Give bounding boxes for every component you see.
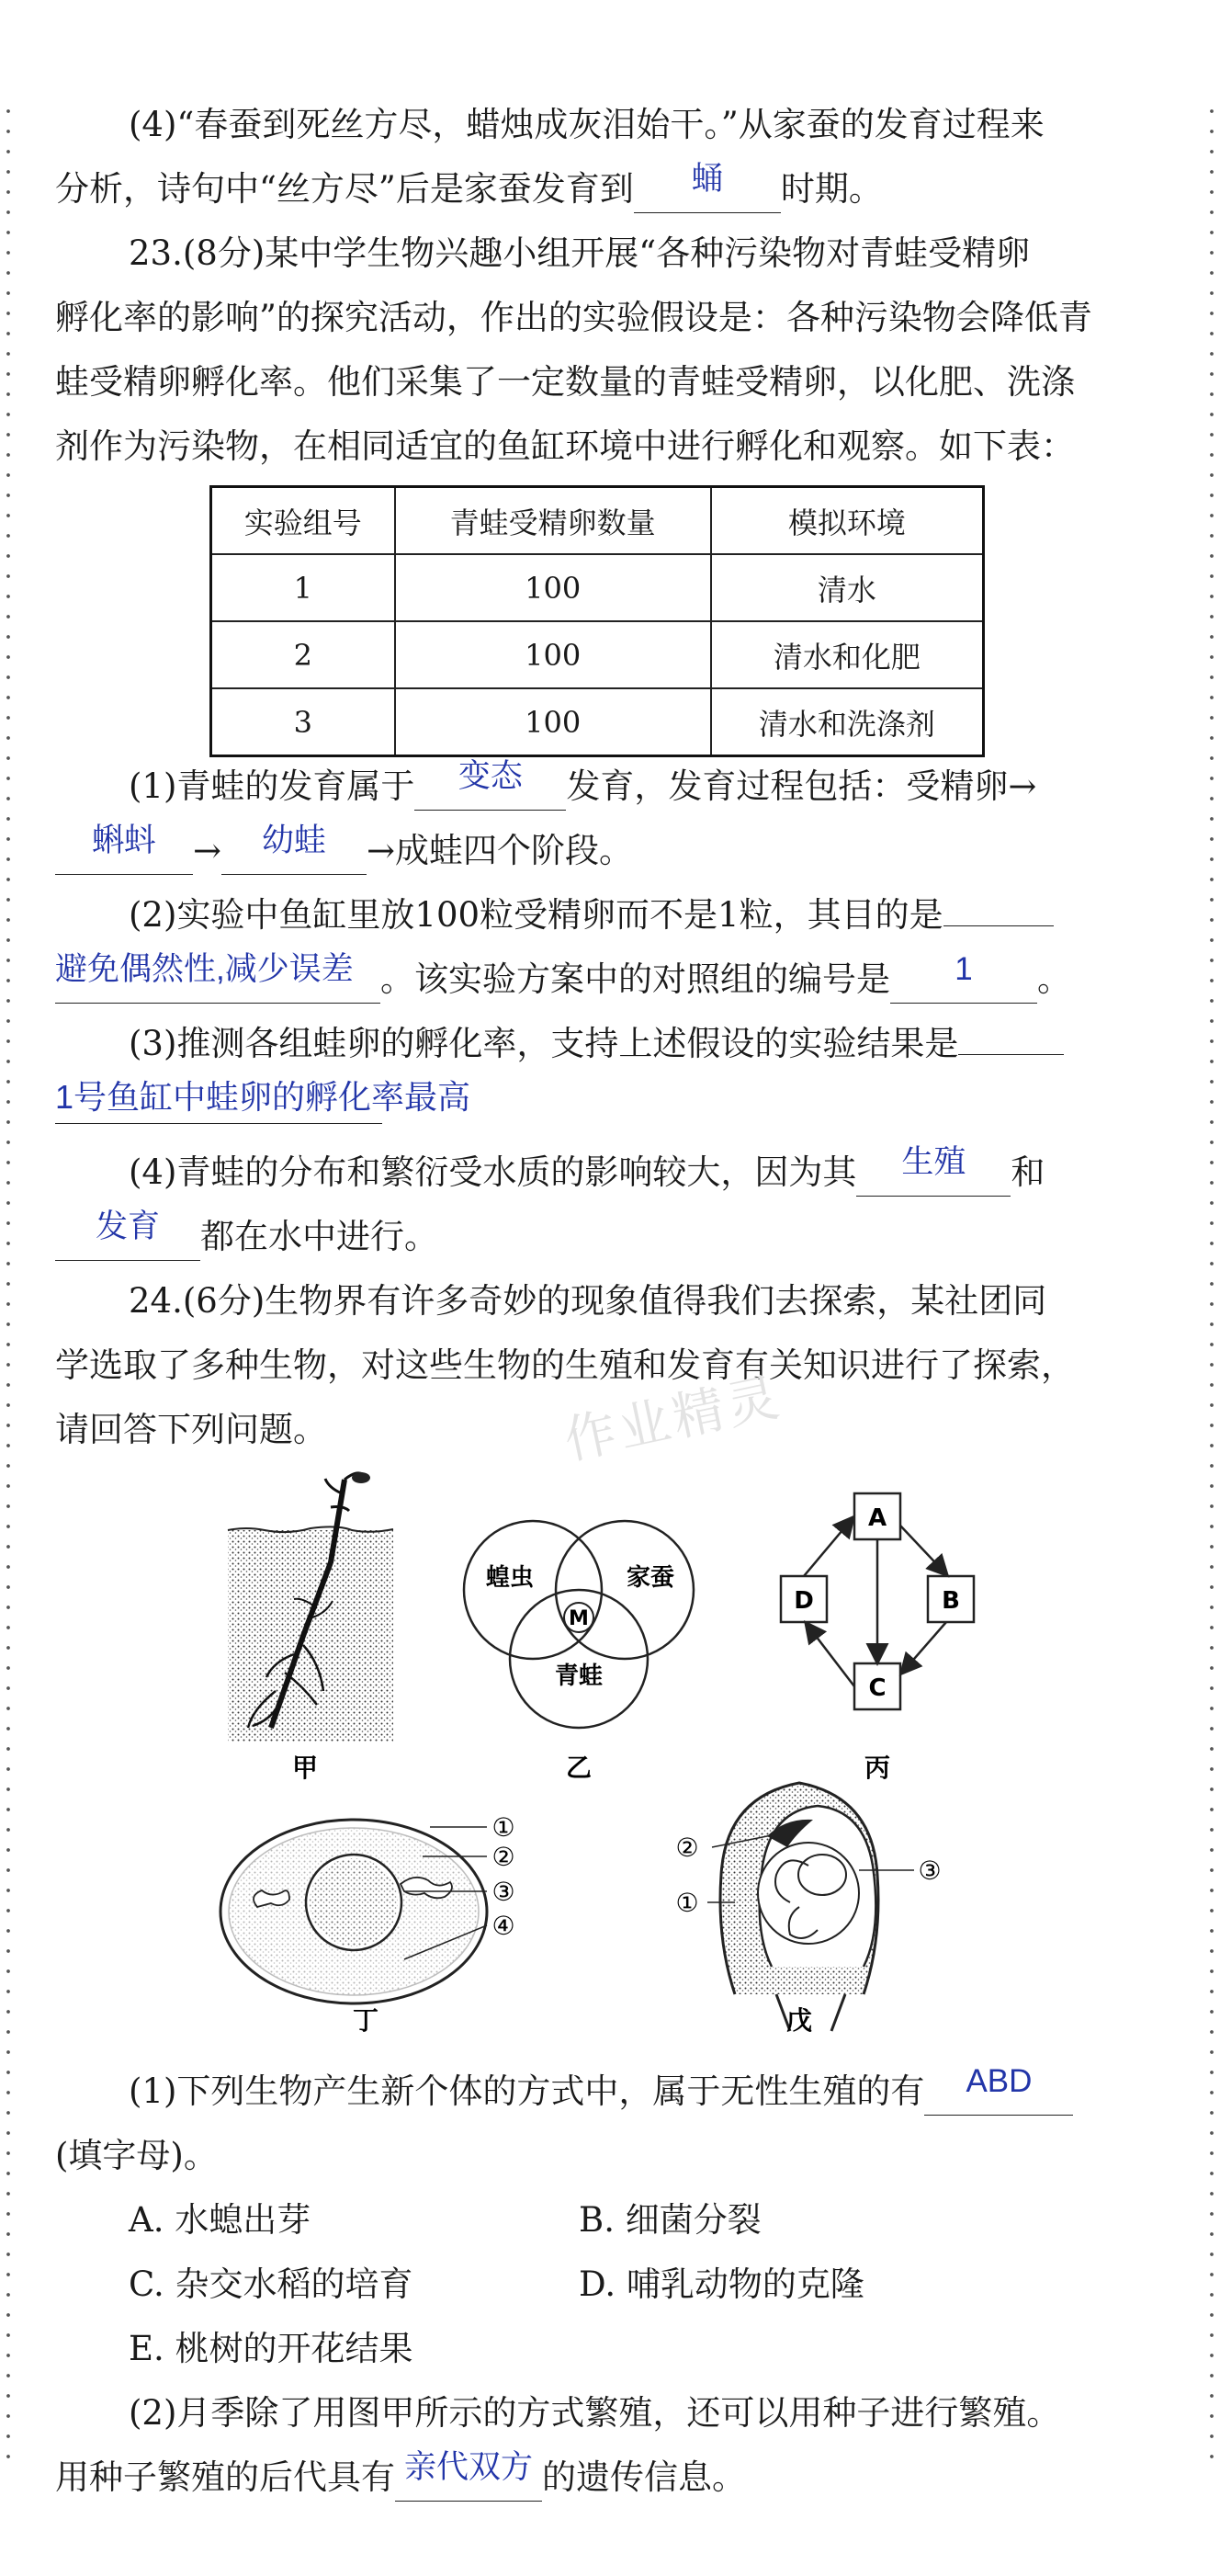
- q23-p4-line1: [129, 1144, 1045, 1197]
- option-a: A. 水螅出芽: [129, 2200, 311, 2240]
- q23-p1-text-a: (1)青蛙的发育属于: [129, 766, 415, 806]
- q22-p4-text-a: 分析，诗句中“丝方尽”后是家蚕发育到: [55, 169, 634, 209]
- figures-panel: [0, 1452, 1220, 2114]
- table-header-cell: 模拟环境: [711, 487, 984, 555]
- q23-p3-trailing-blank: [958, 1054, 1064, 1055]
- binding-margin-right: [1207, 101, 1216, 2475]
- q23-p4-line2: [55, 1209, 438, 1261]
- q24-p2-text-c: 的遗传信息。: [542, 2457, 746, 2497]
- q23-p1-line1: [129, 758, 1037, 811]
- table-cell: 100: [395, 688, 711, 756]
- q22-p4-answer: 蛹: [691, 161, 724, 197]
- experiment-table: [209, 485, 985, 757]
- q24-intro-2: 学选取了多种生物，对这些生物的生殖和发育有关知识进行了探索，: [55, 1345, 1075, 1385]
- q23-p4-text-b: 和: [1011, 1152, 1045, 1192]
- q23-p1-answer2-blank: [55, 823, 193, 875]
- table-header-row: [211, 487, 984, 555]
- binding-margin-left: [4, 101, 13, 2475]
- venn-label-locust: 蝗虫: [485, 1564, 535, 1592]
- q23-p1-answer1: 变态: [458, 758, 523, 794]
- q24-p1-answer: ABD: [966, 2063, 1033, 2099]
- q23-p1-answer1-blank: [414, 758, 566, 811]
- egg-mark-1: ①: [491, 1812, 515, 1843]
- q24-p1-line1: [129, 2063, 1073, 2116]
- q24-p2-answer-blank: [395, 2449, 542, 2502]
- figure-jia-cutting: [228, 1472, 393, 1742]
- figure-ding-egg: [220, 1820, 487, 2003]
- q23-p2-text-a: (2)实验中鱼缸里放100粒受精卵而不是1粒，其目的是: [129, 895, 943, 935]
- q23-p2-trailing-blank: [943, 925, 1054, 926]
- table-row: [211, 688, 984, 756]
- q22-p4-answer-blank: [634, 161, 781, 213]
- q23-p4-text-c: 都在水中进行。: [200, 1217, 438, 1256]
- table-cell: 100: [395, 621, 711, 688]
- option-e: E. 桃树的开花结果: [129, 2329, 413, 2368]
- q22-p4-text-b: 时期。: [780, 169, 883, 209]
- q23-p4-answer1: 生殖: [901, 1144, 966, 1180]
- q23-p3-answer: 1号鱼缸中蛙卵的孵化率最高: [55, 1078, 471, 1116]
- q23-p1-answer3-blank: [221, 823, 367, 875]
- venn-label-frog: 青蛙: [554, 1662, 604, 1690]
- figure-label-wu: 戊: [785, 2005, 813, 2036]
- q23-p2-answer1-blank: [55, 951, 380, 1004]
- table-row: [211, 621, 984, 688]
- venn-label-m: M: [569, 1607, 589, 1630]
- q23-p1-answer3: 幼蛙: [262, 823, 327, 858]
- q24-p2-answer: 亲代双方: [403, 2449, 533, 2485]
- table-cell: 清水和洗涤剂: [711, 688, 984, 756]
- q23-p4-answer2-blank: [55, 1209, 200, 1261]
- q23-intro-1: 23.(8分)某中学生物兴趣小组开展“各种污染物对青蛙受精卵: [129, 233, 1031, 273]
- egg-mark-3: ③: [491, 1877, 515, 1907]
- q23-intro-4: 剂作为污染物，在相同适宜的鱼缸环境中进行孵化和观察。如下表：: [55, 426, 1075, 466]
- q24-intro-1: 24.(6分)生物界有许多奇妙的现象值得我们去探索，某社团同: [129, 1281, 1047, 1321]
- table-cell: 100: [395, 554, 711, 621]
- q23-p1-line2: [55, 823, 634, 875]
- q24-p1-answer-blank: [924, 2063, 1073, 2116]
- table-header-cell: 青蛙受精卵数量: [395, 487, 711, 555]
- q24-p2-line2: [55, 2449, 746, 2502]
- q23-p2-line2: [55, 951, 1071, 1004]
- q23-p2-answer1: 避免偶然性,减少误差: [55, 951, 354, 987]
- q23-p4-text-a: (4)青蛙的分布和繁衍受水质的影响较大，因为其: [129, 1152, 857, 1192]
- flow-node-a: A: [867, 1504, 887, 1532]
- fetus-mark-1: ①: [675, 1888, 699, 1918]
- q23-p2-text-c: 。: [1037, 959, 1071, 999]
- q23-p2-answer2-blank: [890, 951, 1037, 1004]
- table-cell: 3: [211, 688, 395, 756]
- q22-p4-line2: [55, 161, 883, 213]
- option-b: B. 细菌分裂: [579, 2200, 762, 2240]
- flow-node-d: D: [794, 1587, 814, 1615]
- q23-p4-answer2: 发育: [95, 1209, 160, 1244]
- table-cell: 1: [211, 554, 395, 621]
- egg-mark-2: ②: [491, 1842, 515, 1872]
- fetus-mark-2: ②: [675, 1833, 699, 1863]
- q23-p1-answer2: 蝌蚪: [91, 823, 156, 858]
- q23-p1-text-c: →成蛙四个阶段。: [367, 831, 634, 870]
- q24-intro-3: 请回答下列问题。: [55, 1410, 327, 1449]
- table-cell: 清水: [711, 554, 984, 621]
- q23-p3-text-a: (3)推测各组蛙卵的孵化率，支持上述假设的实验结果是: [129, 1024, 959, 1063]
- figure-wu-fetus: [720, 1783, 878, 2031]
- option-c: C. 杂交水稻的培育: [129, 2264, 413, 2304]
- q23-intro-3: 蛙受精卵孵化率。他们采集了一定数量的青蛙受精卵，以化肥、洗涤: [55, 362, 1075, 402]
- figure-label-yi: 乙: [565, 1753, 593, 1783]
- watermark: 作业精灵: [559, 1367, 788, 1472]
- table-cell: 清水和化肥: [711, 621, 984, 688]
- flow-node-c: C: [868, 1674, 887, 1702]
- figure-label-ding: 丁: [352, 2005, 379, 2036]
- q24-p1-text-a: (1)下列生物产生新个体的方式中，属于无性生殖的有: [129, 2071, 925, 2111]
- q24-p2-line1: (2)月季除了用图甲所示的方式繁殖，还可以用种子进行繁殖。: [129, 2393, 1061, 2433]
- q23-p1-arrow: →: [193, 831, 222, 870]
- fetus-mark-3: ③: [918, 1855, 942, 1886]
- table-header-cell: 实验组号: [211, 487, 395, 555]
- table-cell: 2: [211, 621, 395, 688]
- q23-p2-line1: [129, 893, 1054, 937]
- figure-label-bing: 丙: [864, 1753, 891, 1783]
- table-row: [211, 554, 984, 621]
- q23-p3-line1: [129, 1022, 1064, 1066]
- q23-intro-2: 孵化率的影响”的探究活动，作出的实验假设是：各种污染物会降低青: [55, 298, 1092, 337]
- q23-p2-answer2: 1: [955, 951, 973, 987]
- q24-p1-line2: (填字母)。: [55, 2136, 218, 2175]
- q23-p3-answer-underline: [55, 1123, 382, 1124]
- q22-p4-line1: (4)“春蚕到死丝方尽，蜡烛成灰泪始干。”从家蚕的发育过程来: [129, 105, 1045, 144]
- egg-mark-4: ④: [491, 1911, 515, 1941]
- q23-p4-answer1-blank: [856, 1144, 1011, 1197]
- flow-node-b: B: [942, 1587, 960, 1615]
- venn-label-silkworm: 家蚕: [626, 1564, 675, 1592]
- q23-p1-text-b: 发育，发育过程包括：受精卵→: [566, 766, 1037, 806]
- q24-p2-text-b: 用种子繁殖的后代具有: [55, 2457, 395, 2497]
- option-d: D. 哺乳动物的克隆: [579, 2264, 864, 2304]
- figure-label-jia: 甲: [291, 1753, 319, 1783]
- q23-p2-text-b: 。该实验方案中的对照组的编号是: [380, 959, 890, 999]
